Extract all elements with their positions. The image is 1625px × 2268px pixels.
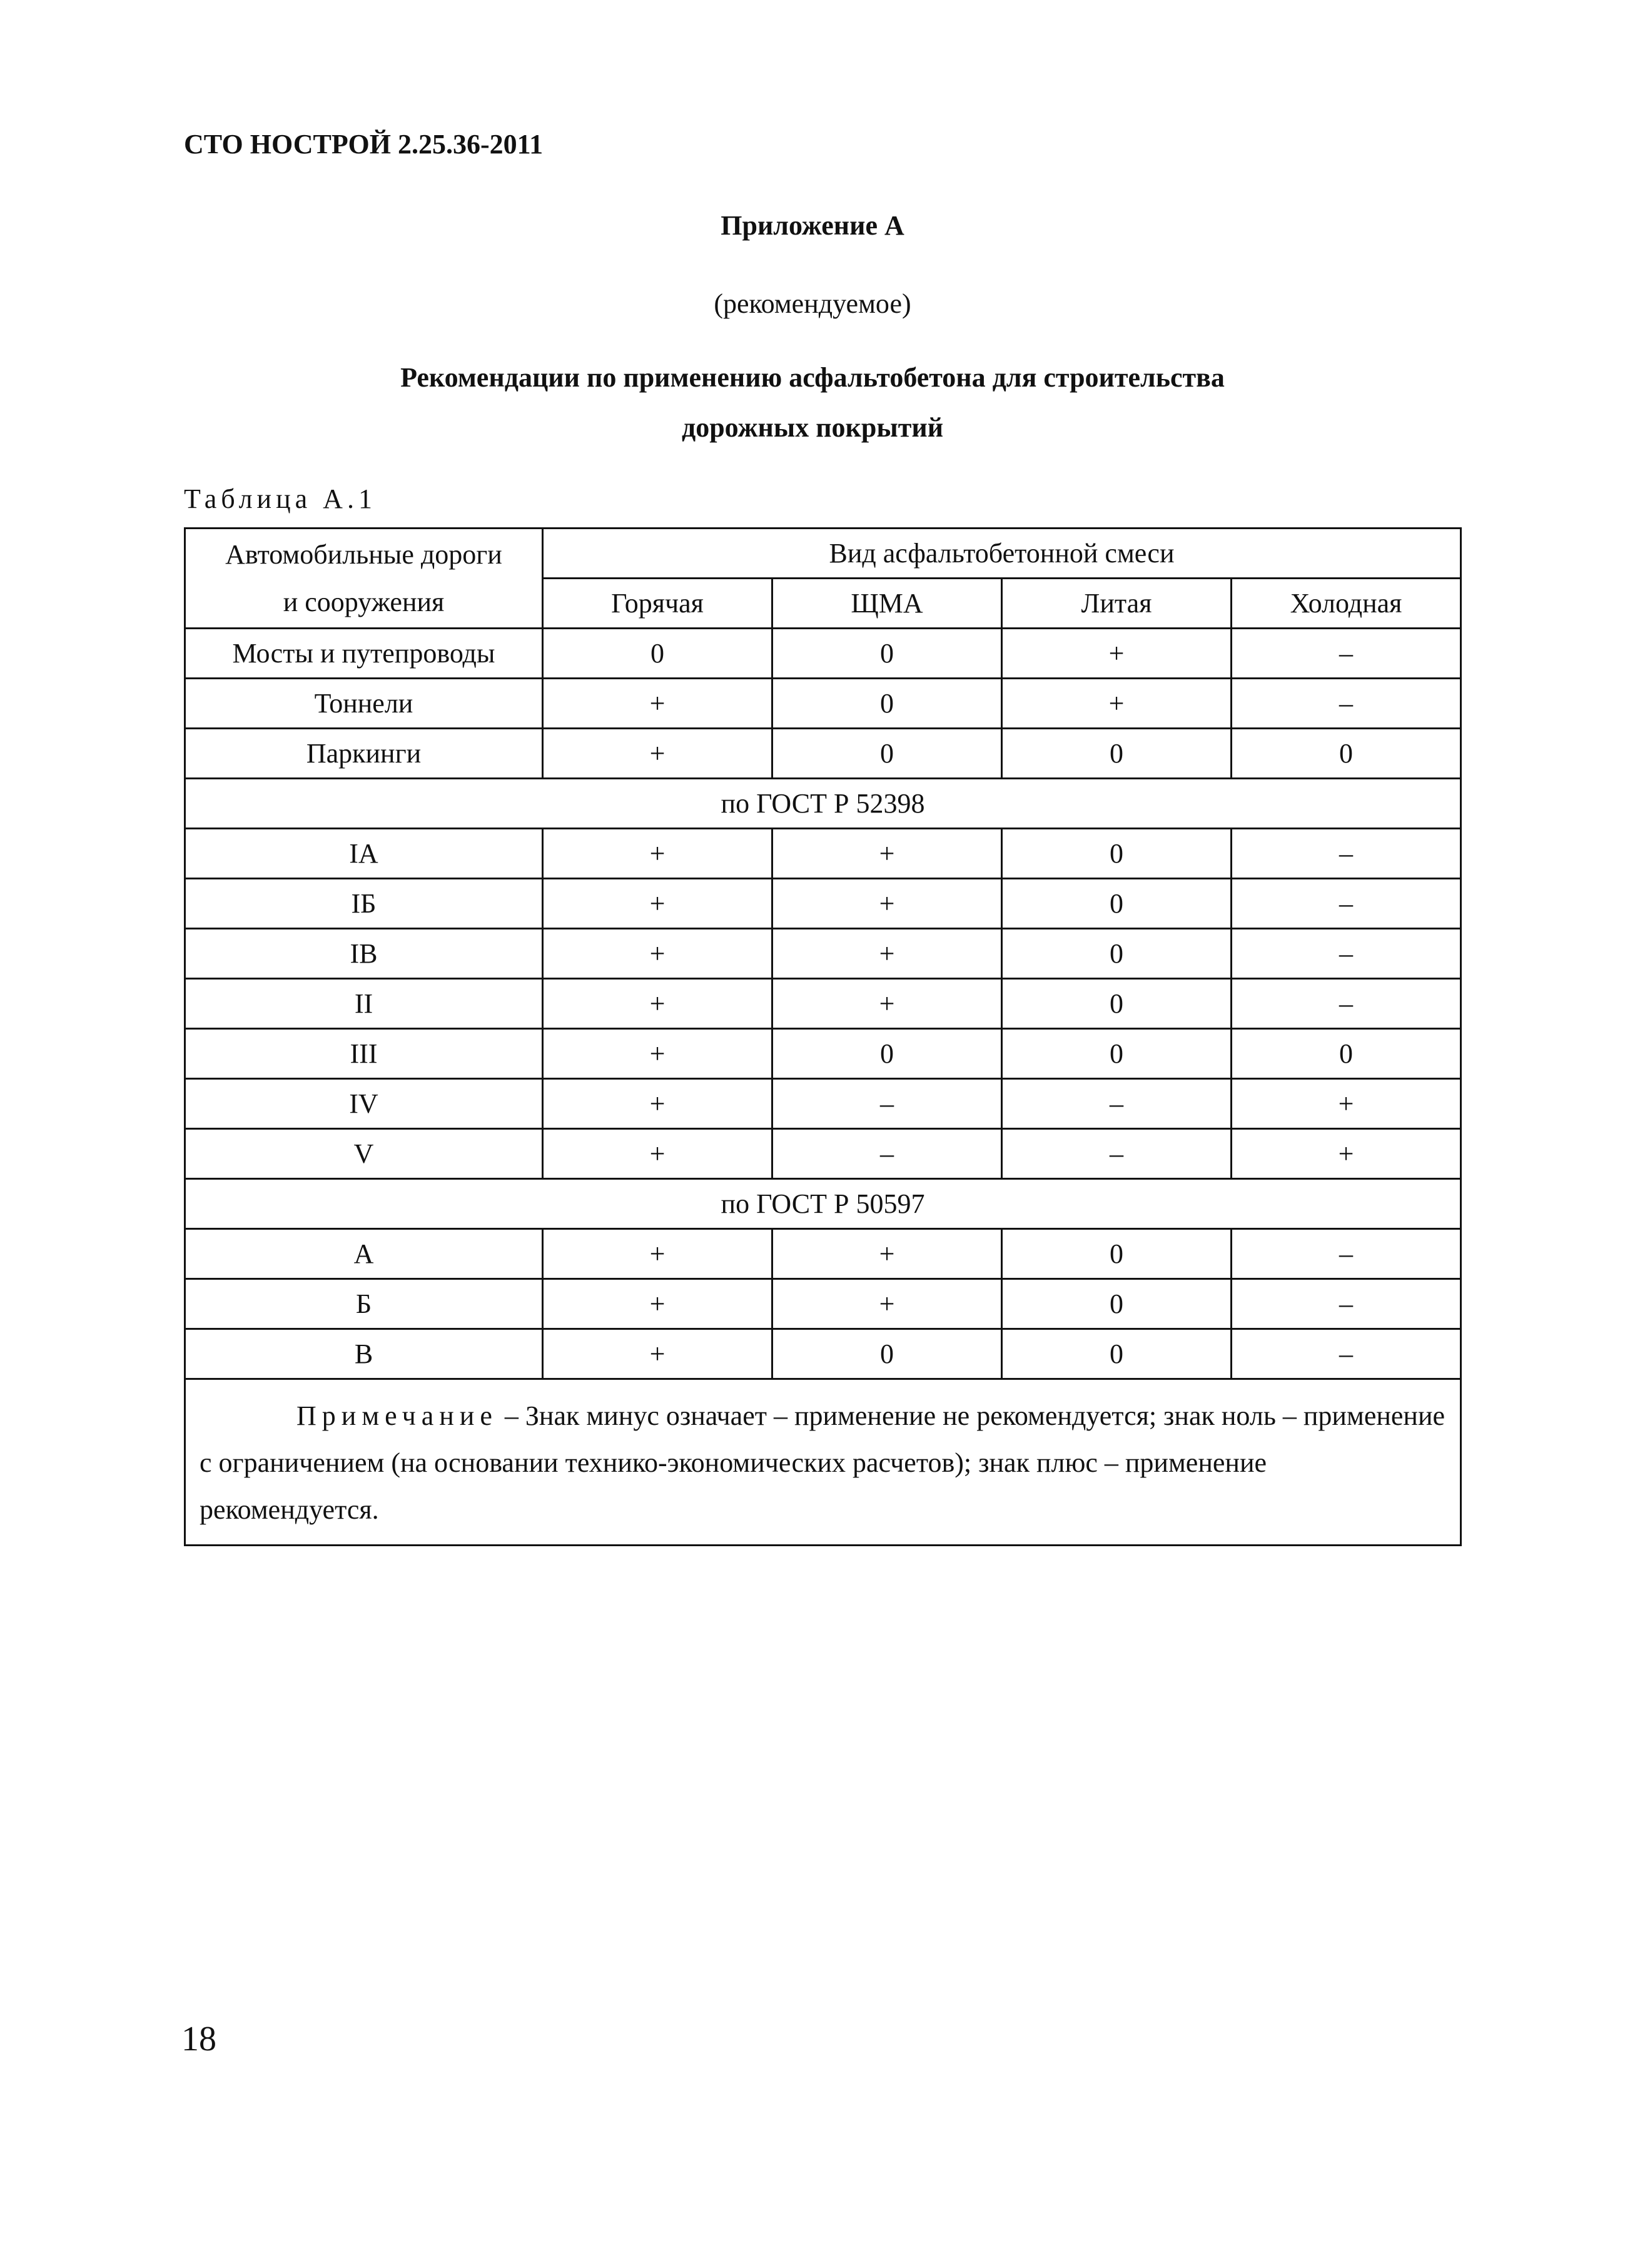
table-note-row <box>185 1379 1461 1546</box>
table-cell: + <box>543 1029 772 1079</box>
table-cell: + <box>543 1129 772 1179</box>
table-cell: – <box>1002 1129 1232 1179</box>
table-cell: + <box>772 979 1002 1029</box>
table-cell: – <box>1232 629 1461 679</box>
row-label: II <box>185 979 543 1029</box>
header-cold: Холодная <box>1232 579 1461 629</box>
note-text: – Знак минус означает – применение не рекомендуется; знак ноль – применение с ограничением (на основании технико-экономических расчетов); знак плюс – применение рекомендуется. <box>200 1400 1445 1525</box>
row-label: IВ <box>185 929 543 979</box>
header-mix-type: Вид асфальтобетонной смеси <box>543 529 1461 579</box>
table-cell: – <box>1232 829 1461 879</box>
table-cell: + <box>1002 629 1232 679</box>
table-cell: 0 <box>1002 1229 1232 1279</box>
table-row <box>185 1129 1461 1179</box>
table-cell: 0 <box>1232 729 1461 779</box>
row-label: Тоннели <box>185 679 543 729</box>
table-cell: + <box>543 1079 772 1129</box>
table-cell: + <box>772 829 1002 879</box>
table-cell: + <box>1232 1129 1461 1179</box>
appendix-heading-line2: дорожных покрытий <box>681 412 944 443</box>
header-hot: Горячая <box>543 579 772 629</box>
table-row <box>185 1329 1461 1379</box>
table-cell: + <box>772 1279 1002 1329</box>
row-label: IА <box>185 829 543 879</box>
header-cast: Литая <box>1002 579 1232 629</box>
section-label: по ГОСТ Р 52398 <box>185 779 1461 829</box>
table-cell: 0 <box>1002 929 1232 979</box>
table-cell: – <box>1232 1229 1461 1279</box>
table-cell: + <box>543 1279 772 1329</box>
table-cell: – <box>1232 979 1461 1029</box>
table-cell: – <box>1232 879 1461 929</box>
row-label: А <box>185 1229 543 1279</box>
header-roads-line2: и сооружения <box>283 586 445 617</box>
table-cell: + <box>772 1229 1002 1279</box>
table-cell: 0 <box>772 679 1002 729</box>
table-cell: 0 <box>1002 879 1232 929</box>
row-label: IV <box>185 1079 543 1129</box>
page-number: 18 <box>181 2020 216 2058</box>
appendix-heading-line1: Рекомендации по применению асфальтобетона для строительства <box>400 362 1225 393</box>
table-section-row <box>185 779 1461 829</box>
table-cell: + <box>772 879 1002 929</box>
table-cell: 0 <box>772 729 1002 779</box>
table-cell: + <box>543 1329 772 1379</box>
table-cell: + <box>543 1229 772 1279</box>
table-header-row <box>185 529 1461 579</box>
table-cell: 0 <box>1002 829 1232 879</box>
table-row <box>185 629 1461 679</box>
table-cell: – <box>1232 679 1461 729</box>
table-cell: 0 <box>1002 1029 1232 1079</box>
table-cell: + <box>543 879 772 929</box>
recommendations-table <box>184 527 1462 1546</box>
table-cell: – <box>1232 929 1461 979</box>
table-cell: 0 <box>543 629 772 679</box>
table-row <box>185 1229 1461 1279</box>
table-cell: – <box>772 1129 1002 1179</box>
row-label: Б <box>185 1279 543 1329</box>
table-cell: + <box>1232 1079 1461 1129</box>
table-section-row <box>185 1179 1461 1229</box>
table-row <box>185 929 1461 979</box>
table-cell: + <box>543 729 772 779</box>
table-cell: – <box>1002 1079 1232 1129</box>
table-cell: + <box>772 929 1002 979</box>
table-cell: 0 <box>1002 1329 1232 1379</box>
table-cell: – <box>772 1079 1002 1129</box>
table-note <box>185 1379 1461 1546</box>
table-cell: + <box>543 679 772 729</box>
row-label: Паркинги <box>185 729 543 779</box>
table-caption: Таблица А.1 <box>184 483 377 514</box>
row-label: Мосты и путепроводы <box>185 629 543 679</box>
table-cell: 0 <box>1002 729 1232 779</box>
table-cell: + <box>543 929 772 979</box>
header-roads-cell <box>185 529 543 629</box>
table-row <box>185 829 1461 879</box>
appendix-subtitle: (рекомендуемое) <box>714 288 911 319</box>
section-label: по ГОСТ Р 50597 <box>185 1179 1461 1229</box>
table-cell: 0 <box>772 1029 1002 1079</box>
table-row <box>185 879 1461 929</box>
row-label: IБ <box>185 879 543 929</box>
table-row <box>185 979 1461 1029</box>
row-label: В <box>185 1329 543 1379</box>
table-cell: 0 <box>772 629 1002 679</box>
appendix-title: Приложение А <box>721 210 904 241</box>
table-row <box>185 729 1461 779</box>
header-sma: ЩМА <box>772 579 1002 629</box>
header-roads-line1: Автомобильные дороги <box>225 539 502 570</box>
table-row <box>185 1029 1461 1079</box>
row-label: V <box>185 1129 543 1179</box>
table-cell: 0 <box>772 1329 1002 1379</box>
table-cell: + <box>543 979 772 1029</box>
table-row <box>185 1079 1461 1129</box>
document-code: СТО НОСТРОЙ 2.25.36-2011 <box>184 129 544 159</box>
table-cell: + <box>1002 679 1232 729</box>
row-label: III <box>185 1029 543 1079</box>
table-cell: – <box>1232 1279 1461 1329</box>
table-cell: 0 <box>1002 1279 1232 1329</box>
table-row <box>185 1279 1461 1329</box>
table-row <box>185 679 1461 729</box>
table-cell: 0 <box>1232 1029 1461 1079</box>
table-cell: 0 <box>1002 979 1232 1029</box>
table-cell: + <box>543 829 772 879</box>
table-cell: – <box>1232 1329 1461 1379</box>
note-label: Примечание <box>296 1400 498 1431</box>
